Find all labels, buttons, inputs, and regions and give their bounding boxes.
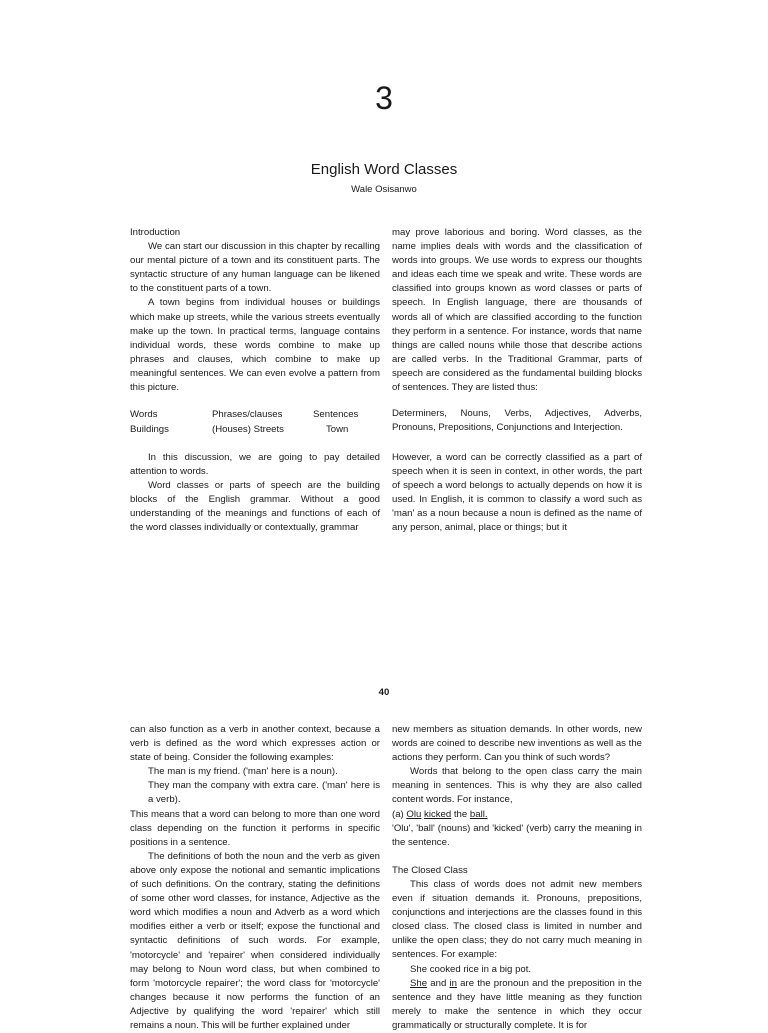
paragraph: The definitions of both the noun and the verb as given above only expose the notional and semantic implications of such definitions. On the contrary, stating the definitions of some other word classes, for instance, Adjective as the word which modifies a noun and Adverb as a word which modifies either a verb or itself; expose the functional and syntactic definitions of such words. For example, 'motorcycle' and 'repairer' when considered individually may belong to Noun word class, but when combined to form 'motorcycle repairer'; the word class for 'motorcycle' changes because it now performs the function of an Adjective by qualifying the word 'repairer' which still remains a noun. This will be further explained under <box>130 850 380 1031</box>
chapter-number: 3 <box>375 80 393 116</box>
intro-column-left <box>130 226 380 395</box>
page2-column-left <box>130 723 380 1033</box>
underlined-word: kicked <box>424 808 452 820</box>
page-number: 40 <box>378 687 390 698</box>
body-column-right <box>392 451 642 536</box>
example-sentence: They man the company with extra care. ('man' here is a verb). <box>148 780 380 806</box>
paragraph: may prove laborious and boring. Word classes, as the name implies deals with words and the classification of words into groups. We use words to express our thoughts and ideas each time we speak and write. These words are classified into groups known as word classes or parts of speech. In English language, there are thousands of words all of which are classified according to the function they perform in a sentence. For instance, words that name things are called nouns while those that describe actions are called verbs. In the Traditional Grammar, parts of speech are considered as the fundamental building blocks of sentences. They are listed thus: <box>392 227 642 394</box>
parts-of-speech-list <box>392 407 642 435</box>
underlined-word: Olu <box>406 808 422 820</box>
pattern-cell: Phrases/clauses <box>212 409 283 420</box>
paragraph: This class of words does not admit new members even if situation demands it. Pronouns, prepositions, conjunctions and interjections are the classes found in this closed class. The closed class is limited in number and unlike the open class; they do not carry much meaning in sentences. For example: <box>392 878 642 961</box>
pattern-cell: Buildings <box>130 424 169 435</box>
underlined-word: She <box>410 977 428 989</box>
paragraph: 'Olu', 'ball' (nouns) and 'kicked' (verb) carry the meaning in the sentence. <box>392 822 642 848</box>
paragraph: A town begins from individual houses or buildings which make up streets, while the various streets eventually make up the town. In practical terms, language contains individual words, these words combine to make up phrases and clauses, which combine to make up meaningful sentences. We can even evolve a pattern from this picture. <box>130 297 380 394</box>
paragraph-rest: are the pronoun and the preposition in the sentence and they have little meaning as they function merely to make the sentence in which they occur grammatically or structurally complete. It is for <box>392 977 643 1031</box>
paragraph: Determiners, Nouns, Verbs, Adjectives, Adverbs, Pronouns, Prepositions, Conjunctions and Interjection. <box>392 408 642 434</box>
example-word: the <box>453 808 468 820</box>
underlined-word: ball. <box>469 808 488 820</box>
pattern-cell: Sentences <box>313 409 359 420</box>
intro-column-right <box>392 226 642 395</box>
pattern-row <box>130 422 380 437</box>
paragraph: can also function as a verb in another context, because a verb is defined as the word which expresses action or state of being. Consider the following examples: <box>130 724 380 764</box>
paragraph: In this discussion, we are going to pay detailed attention to words. <box>130 452 380 478</box>
paragraph: We can start our discussion in this chapter by recalling our mental picture of a town and its constituent parts. The syntactic structure of any human language can be likened to the constituent parts of a town. <box>130 241 380 295</box>
paragraph <box>392 977 642 1033</box>
pattern-row <box>130 407 380 422</box>
pattern-cell: Words <box>130 409 158 420</box>
pattern-table <box>130 407 380 437</box>
section-heading: The Closed Class <box>392 864 468 876</box>
example-sentence: The man is my friend. ('man' here is a noun). <box>148 766 338 778</box>
paragraph: This means that a word can belong to more than one word class depending on the function it performs in specific positions in a sentence. <box>130 808 380 848</box>
underlined-word: in <box>449 977 457 989</box>
chapter-author: Wale Osisanwo <box>351 184 417 195</box>
paragraph: However, a word can be correctly classified as a part of speech when it is seen in context, in other words, the part of speech a word belongs to actually depends on how it is used. In English, it is common to classify a word such as 'man' as a noun because a noun is defined as the name of any person, animal, place or things; but it <box>392 452 642 534</box>
paragraph: Word classes or parts of speech are the building blocks of the English grammar. Without a good understanding of the meanings and functions of each of the word classes individually or contextually, grammar <box>130 480 380 534</box>
paragraph: new members as situation demands. In other words, new words are coined to describe new inventions as well as the actions they perform. Can you think of such words? <box>392 724 642 764</box>
example-sentence <box>392 808 642 822</box>
pattern-cell: Town <box>326 424 349 435</box>
intro-heading: Introduction <box>130 227 181 238</box>
body-column-left <box>130 451 380 536</box>
page2-column-right <box>392 723 642 1033</box>
pattern-cell: (Houses) Streets <box>212 424 284 435</box>
paragraph: Words that belong to the open class carry the main meaning in sentences. This is why they are also called content words. For instance, <box>392 766 642 806</box>
example-sentence: She cooked rice in a big pot. <box>410 963 532 975</box>
word: and <box>430 977 447 989</box>
chapter-title: English Word Classes <box>310 161 458 178</box>
example-label: (a) <box>392 808 404 820</box>
